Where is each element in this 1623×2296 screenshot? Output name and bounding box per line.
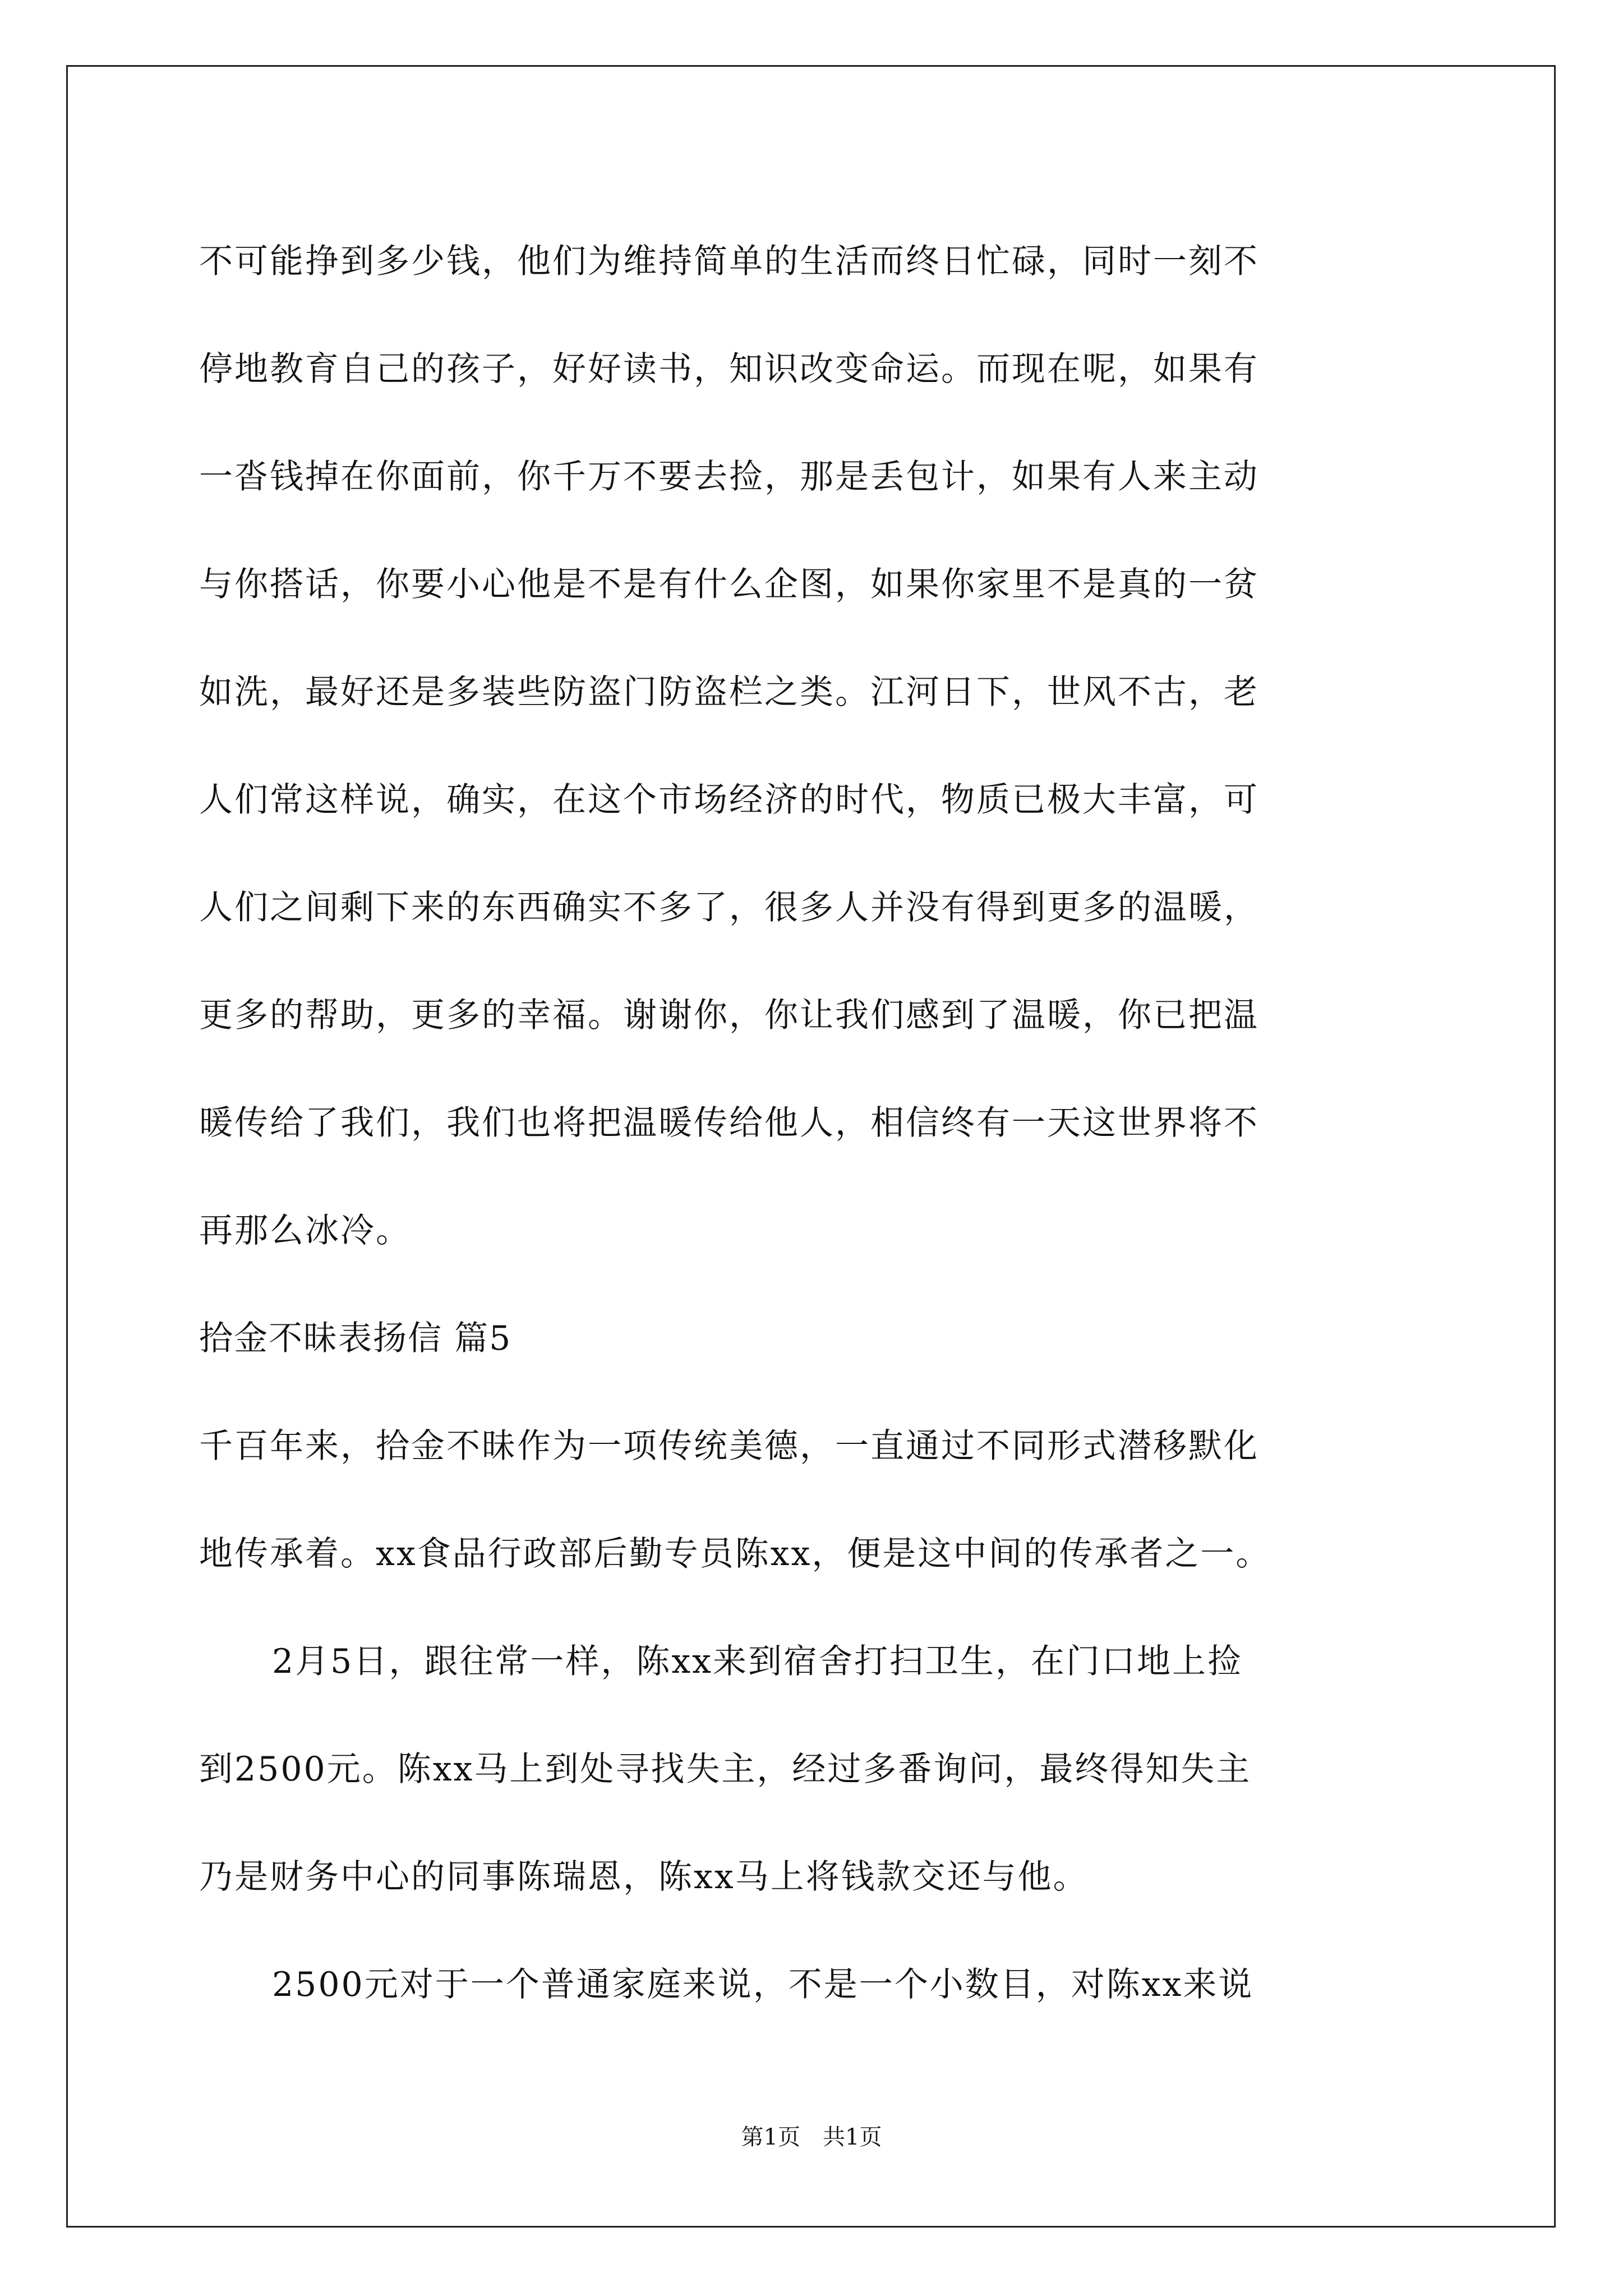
body-line: 与你搭话，你要小心他是不是有什么企图，如果你家里不是真的一贫: [199, 565, 1259, 604]
body-line: 人们常这样说，确实，在这个市场经济的时代，物质已极大丰富，可: [199, 780, 1259, 820]
page-footer: [0, 2120, 1623, 2154]
body-line: 乃是财务中心的同事陈瑞恩，陈xx马上将钱款交还与他。: [199, 1857, 1089, 1897]
page-number: 第1页: [741, 2124, 800, 2150]
body-line: 2月5日，跟往常一样，陈xx来到宿舍打扫卫生，在门口地上捡: [272, 1642, 1243, 1681]
body-line: 到2500元。陈xx马上到处寻找失主，经过多番询问，最终得知失主: [199, 1750, 1252, 1789]
body-line: 一沓钱掉在你面前，你千万不要去捡，那是丢包计，如果有人来主动: [199, 457, 1259, 496]
body-line: 再那么冰冷。: [199, 1211, 411, 1250]
body-line: 暖传给了我们，我们也将把温暖传给他人，相信终有一天这世界将不: [199, 1103, 1259, 1143]
page-total: 共1页: [823, 2124, 882, 2150]
document-body: [199, 208, 1427, 2039]
body-line: 更多的帮助，更多的幸福。谢谢你，你让我们感到了温暖，你已把温: [199, 996, 1259, 1035]
body-line: 停地教育自己的孩子，好好读书，知识改变命运。而现在呢，如果有: [199, 349, 1259, 389]
body-line: 千百年来，拾金不昧作为一项传统美德，一直通过不同形式潜移默化: [199, 1427, 1259, 1466]
body-line: 如洗，最好还是多装些防盗门防盗栏之类。江河日下，世风不古，老: [199, 673, 1259, 712]
body-line: 不可能挣到多少钱，他们为维持简单的生活而终日忙碌，同时一刻不: [199, 242, 1259, 281]
section-heading: 拾金不昧表扬信 篇5: [199, 1319, 512, 1358]
body-line: 2500元对于一个普通家庭来说，不是一个小数目，对陈xx来说: [272, 1965, 1254, 2004]
body-line: 人们之间剩下来的东西确实不多了，很多人并没有得到更多的温暖，: [199, 888, 1259, 927]
body-line: 地传承着。xx食品行政部后勤专员陈xx，便是这中间的传承者之一。: [199, 1534, 1271, 1573]
